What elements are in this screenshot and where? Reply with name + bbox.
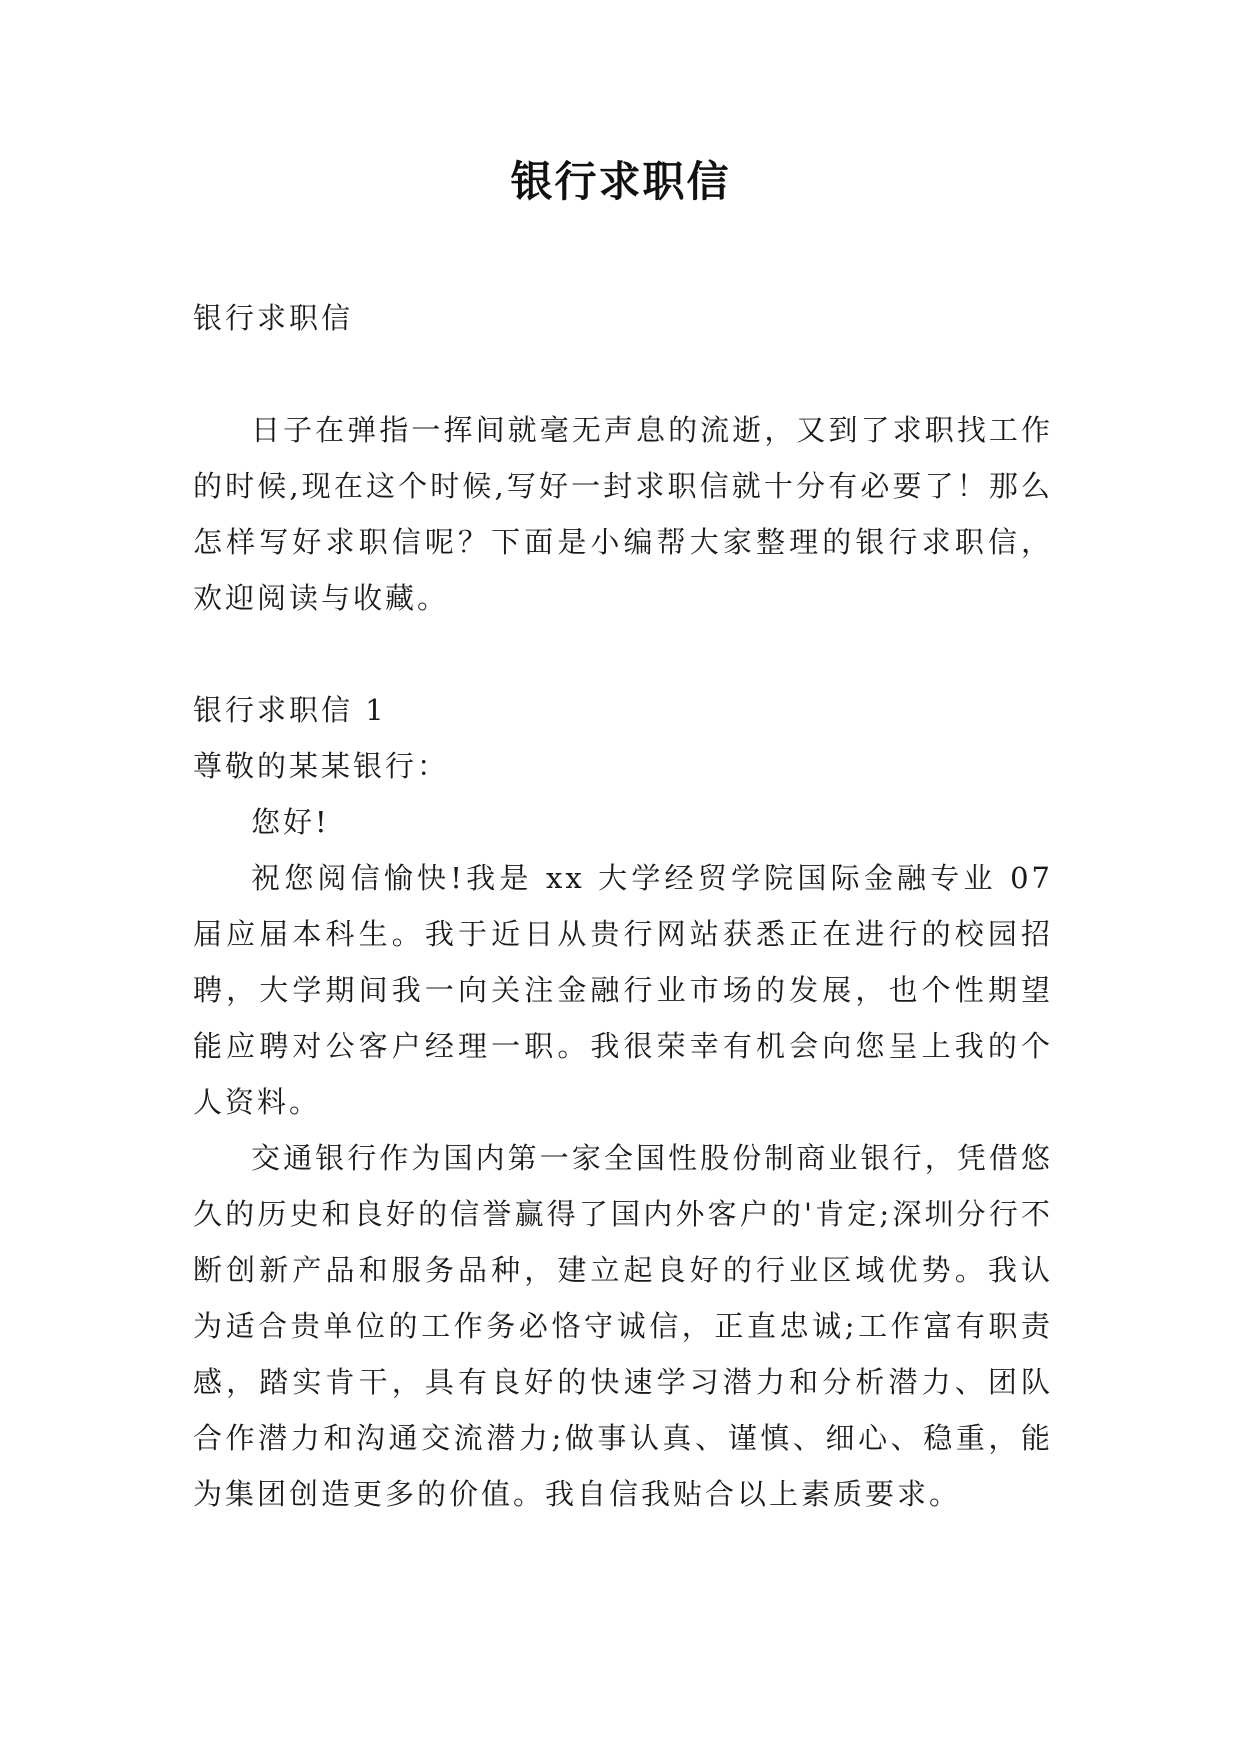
greeting: 您好! [251, 805, 330, 839]
letter-heading: 银行求职信 1 [193, 693, 387, 727]
document-subtitle: 银行求职信 [193, 301, 354, 335]
letter-paragraph-1: 祝您阅信愉快!我是 xx 大学经贸学院国际金融专业 07 届应届本科生。我于近日从贵行网站获悉正在进行的校园招聘，大学期间我一向关注金融行业市场的发展，也个性期望能应聘对公客户经理一职。我很荣幸有机会向您呈上我的个人资料。 [193, 861, 1053, 1119]
letter-paragraph-2: 交通银行作为国内第一家全国性股份制商业银行，凭借悠久的历史和良好的信誉赢得了国内外客户的'肯定;深圳分行不断创新产品和服务品种，建立起良好的行业区域优势。我认为适合贵单位的工作务必恪守诚信，正直忠诚;工作富有职责感，踏实肯干，具有良好的快速学习潜力和分析潜力、团队合作潜力和沟通交流潜力;做事认真、谨慎、细心、稳重，能为集团创造更多的价值。我自信我贴合以上素质要求。 [193, 1141, 1053, 1511]
salutation: 尊敬的某某银行： [193, 749, 450, 783]
document-title: 银行求职信 [510, 157, 731, 206]
document-body [193, 290, 1053, 1522]
intro-paragraph: 日子在弹指一挥间就毫无声息的流逝，又到了求职找工作的时候,现在这个时候,写好一封求职信就十分有必要了！那么怎样写好求职信呢？下面是小编帮大家整理的银行求职信，欢迎阅读与收藏。 [193, 413, 1053, 615]
